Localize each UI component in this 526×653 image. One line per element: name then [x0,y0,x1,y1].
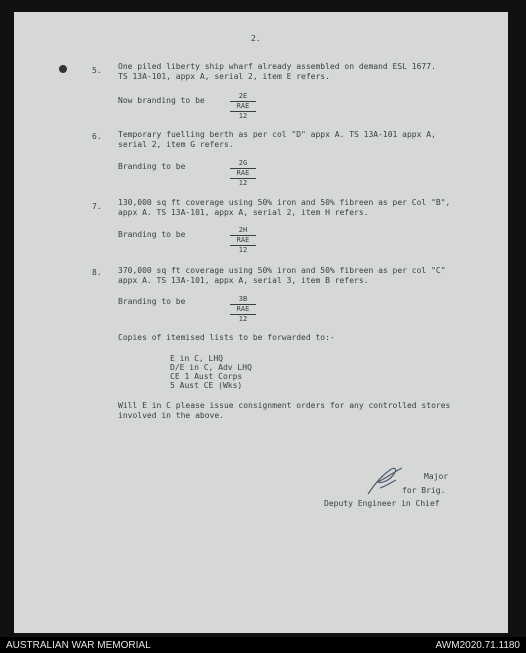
brand-mid: RAE [230,101,256,111]
branding-label: Branding to be [118,230,186,239]
footer-accession-number: AWM2020.71.1180 [435,640,520,651]
recipient: E in C, LHQ [170,354,223,363]
recipient: CE 1 Aust Corps [170,372,243,381]
branding-code [230,92,256,121]
brand-bot: 12 [230,178,256,188]
item-text-line: Temporary fuelling berth as per col "D" appx A. TS 13A-101 appx A, [118,130,436,139]
branding-code [230,295,256,324]
closing-line: involved in the above. [118,411,224,420]
page-number: 2. [251,34,261,43]
item-text-line: 370,000 sq ft coverage using 50% iron and 50% fibreen as per col "C" [118,266,446,275]
brand-bot: 12 [230,314,256,324]
branding-label: Branding to be [118,297,186,306]
brand-mid: RAE [230,304,256,314]
branding-code [230,226,256,255]
closing-line: Will E in C please issue consignment orders for any controlled stores [118,401,451,410]
item-text-line: One piled liberty ship wharf already assembled on demand ESL 1677. [118,62,436,71]
branding-code [230,159,256,188]
archive-footer [0,637,526,653]
item-text-line: appx A. TS 13A-101, appx A, serial 2, item H refers. [118,208,369,217]
item-text-line: 130,000 sq ft coverage using 50% iron and 50% fibreen as per Col "B", [118,198,451,207]
document-page [14,12,508,633]
brand-top: 2E [238,92,248,100]
item-number: 7. [92,202,102,211]
brand-top: 2H [238,226,248,234]
footer-institution: AUSTRALIAN WAR MEMORIAL [6,640,151,651]
recipient: D/E in C, Adv LHQ [170,363,252,372]
signature-title: Deputy Engineer in Chief [324,499,440,508]
item-text-line: serial 2, item G refers. [118,140,234,149]
item-text-line: appx A. TS 13A-101, appx A, serial 3, item B refers. [118,276,369,285]
branding-label: Branding to be [118,162,186,171]
brand-mid: RAE [230,235,256,245]
item-text-line: TS 13A-101, appx A, serial 2, item E refers. [118,72,330,81]
branding-label: Now branding to be [118,96,205,105]
item-number: 8. [92,268,102,277]
brand-bot: 12 [230,111,256,121]
item-number: 6. [92,132,102,141]
recipient: 5 Aust CE (Wks) [170,381,243,390]
ink-blot [59,65,67,73]
brand-bot: 12 [230,245,256,255]
signature-rank: Major [424,472,449,481]
item-number: 5. [92,66,102,75]
brand-top: 3B [238,295,248,303]
brand-mid: RAE [230,168,256,178]
brand-top: 2G [238,159,248,167]
copies-heading: Copies of itemised lists to be forwarded to:- [118,333,335,342]
signature-for: for Brig. [402,486,446,495]
